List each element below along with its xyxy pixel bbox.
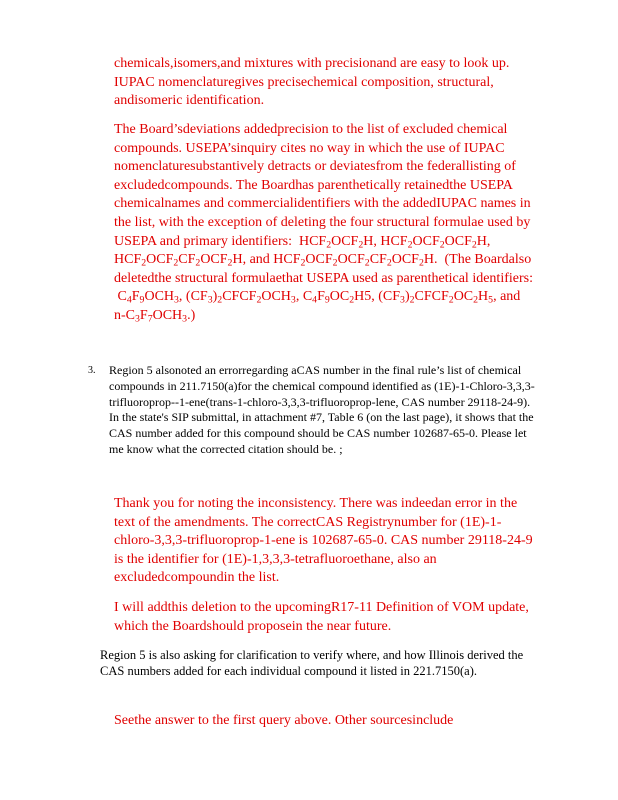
paragraph-cas-correction: Thank you for noting the inconsistency. There was indeedan error in the text of the amendments. The correctCAS Registrynumber for (1E)-1-chloro-3,3,3-trifluoroprop-1-ene is 102687-65-0. CAS number 29118-24-9 is the identifier for (1E)-1,3,3,3-tetrafluoroethane, also an excludedcompoundin the list. [114, 496, 533, 586]
formula-list-parenthetical: $C_4F_9OCH_3$, $(CF_3)_2CFCF_2OCH_3$, $C_4F_9OC_2H5$, $(CF_3)_2CFCF_2OC_2H_5$, and $n-C_3F_7OCH_3$.) [114, 289, 521, 325]
paragraph-board-deviations-intro: The Board’sdeviations addedprecision to the list of excluded chemical compounds. USEPA’sinquiry cites no way in which the use of IUPAC nomenclaturesubstantively detracts or deviatesfrom the federallisting of excludedcompounds. The Boardhas parenthetically retainedthe USEPA chemicalnames and commercialidentifiers with the addedIUPAC names in the list, with the exception of deleting the four structural formulae used by USEPA and primary identifiers: [114, 122, 531, 249]
list-item-text: Region 5 alsonoted an errorregarding aCAS number in the final rule’s list of chemical compounds in 211.7150(a)for the chemical compound identified as (1E)-1-Chloro-3,3,3-trifluoroprop--1-ene(trans-1-chloro-3,3,3-trifluoroprop-lene, CAS number 29118-24-9). In the state's SIP submittal, in attachment #7, Table 6 (on the last page), it shows that the CAS number added for this compound should be CAS number 102687-65-0. Please let me know what the corrected citation should be. ; [109, 363, 535, 456]
paragraph-deletion-update: I will addthis deletion to the upcomingR17-11 Definition of VOM update, which the Boardshould proposein the near future. [114, 600, 529, 634]
paragraph-iupac-precision: chemicals,isomers,and mixtures with precisionand are easy to look up. IUPAC nomenclaturegives precisechemical composition, structural, andisomeric identification. [114, 56, 510, 109]
paragraph-board-deviations-middle: (The Boardalso deletedthe structural formulaethat USEPA used as parenthetical identifiers: [114, 252, 533, 286]
list-item-number: 3. [88, 365, 96, 376]
paragraph-answer-reference: Seethe answer to the first query above. Other sourcesinclude [114, 713, 454, 728]
paragraph-region5-clarification: Region 5 is also asking for clarification to verify where, and how Illinois derived the CAS numbers added for each individual compound it listed in 221.7150(a). [100, 648, 524, 679]
formula-list: $HCF_2OCF_2H$, $HCF_2OCF_2OCF_2H$, $HCF_2OCF_2CF_2OCF_2H$, and $HCF_2OCF_2OCF_2CF_2OCF_2H$. [114, 233, 491, 269]
paragraph-board-deviations [114, 121, 534, 326]
